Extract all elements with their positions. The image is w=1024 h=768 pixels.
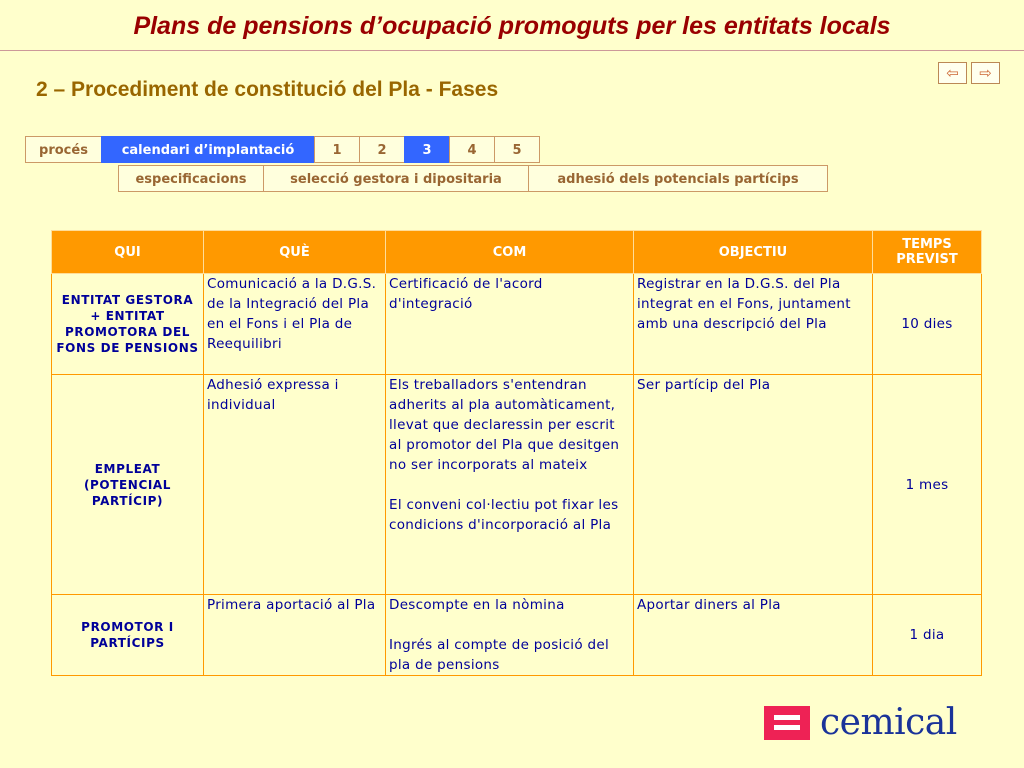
cell-temps: 1 dia xyxy=(873,595,982,676)
com-paragraph: Descompte en la nòmina xyxy=(389,597,565,613)
com-paragraph: Els treballadors s'entendran adherits al pla automàticament, llevat que declaressin per escrit al promotor del Pla que desitgen no ser incorporats al mateix xyxy=(389,377,620,473)
title-divider xyxy=(0,50,1024,51)
equals-logo-icon xyxy=(764,706,810,740)
table-header-row xyxy=(52,231,982,274)
header-temps: TEMPS PREVIST xyxy=(873,231,982,274)
header-com: COM xyxy=(386,231,634,274)
table-row xyxy=(52,375,982,595)
com-paragraph: Ingrés al compte de posició del pla de pensions xyxy=(389,637,610,673)
subtab-selecci-gestora-i-dipositaria[interactable]: selecció gestora i dipositaria xyxy=(263,165,529,192)
logo-text: cemical xyxy=(820,702,957,743)
cell-objectiu: Ser partícip del Pla xyxy=(634,375,873,595)
subphase-tabs xyxy=(119,165,828,192)
tab-1[interactable]: 1 xyxy=(314,136,360,163)
cell-com xyxy=(386,595,634,676)
cell-com xyxy=(386,274,634,375)
cell-que: Primera aportació al Pla xyxy=(204,595,386,676)
header-qui: QUI xyxy=(52,231,204,274)
cell-com xyxy=(386,375,634,595)
cell-temps: 1 mes xyxy=(873,375,982,595)
tab-calendari-d-implantaci[interactable]: calendari d’implantació xyxy=(101,136,315,163)
cell-qui: ENTITAT GESTORA + ENTITAT PROMOTORA DEL FONS DE PENSIONS xyxy=(52,274,204,375)
page-title: Plans de pensions d’ocupació promoguts per les entitats locals xyxy=(133,12,891,40)
section-subtitle: 2 – Procediment de constitució del Pla - Fases xyxy=(36,78,499,101)
forward-arrow-icon[interactable]: ⇨ xyxy=(971,62,1000,84)
com-paragraph: Certificació de l'acord d'integració xyxy=(389,276,543,312)
tab-3[interactable]: 3 xyxy=(404,136,450,163)
subtab-especificacions[interactable]: especificacions xyxy=(118,165,264,192)
tab-5[interactable]: 5 xyxy=(494,136,540,163)
cell-qui: EMPLEAT (POTENCIAL PARTÍCIP) xyxy=(52,375,204,595)
subtab-adhesi-dels-potencials-part-cips[interactable]: adhesió dels potencials partícips xyxy=(528,165,828,192)
com-paragraph: El conveni col·lectiu pot fixar les condicions d'incorporació al Pla xyxy=(389,497,619,533)
cell-que: Adhesió expressa i individual xyxy=(204,375,386,595)
cell-temps: 10 dies xyxy=(873,274,982,375)
table-row xyxy=(52,595,982,676)
cell-qui: PROMOTOR I PARTÍCIPS xyxy=(52,595,204,676)
cell-objectiu: Aportar diners al Pla xyxy=(634,595,873,676)
header-que: QUÈ xyxy=(204,231,386,274)
phase-table xyxy=(51,230,982,676)
cell-que: Comunicació a la D.G.S. de la Integració del Pla en el Fons i el Pla de Reequilibri xyxy=(204,274,386,375)
header-objectiu: OBJECTIU xyxy=(634,231,873,274)
nav-arrows xyxy=(938,62,1000,84)
tab-4[interactable]: 4 xyxy=(449,136,495,163)
cemical-logo xyxy=(764,702,957,743)
tab-2[interactable]: 2 xyxy=(359,136,405,163)
table-row xyxy=(52,274,982,375)
cell-objectiu: Registrar en la D.G.S. del Pla integrat en el Fons, juntament amb una descripció del Pla xyxy=(634,274,873,375)
tab-proc-s[interactable]: procés xyxy=(25,136,102,163)
back-arrow-icon[interactable]: ⇦ xyxy=(938,62,967,84)
phase-tabs xyxy=(26,136,540,163)
